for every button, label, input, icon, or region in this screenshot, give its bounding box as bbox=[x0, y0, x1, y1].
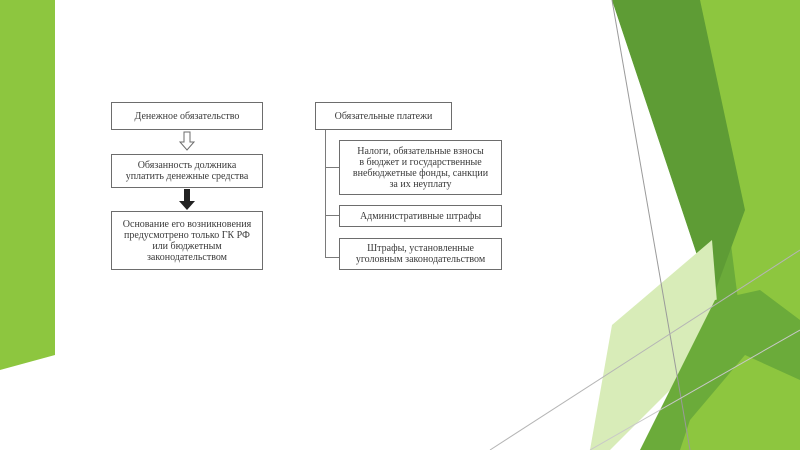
connector-vertical bbox=[325, 130, 326, 258]
criminal-fines-box: Штрафы, установленные уголовным законодательством bbox=[339, 238, 502, 270]
monetary-obligation-box: Денежное обязательство bbox=[111, 102, 263, 130]
connector-taxes bbox=[325, 167, 339, 168]
basis-box: Основание его возникновения предусмотрено только ГК РФ или бюджетным законодательством bbox=[111, 211, 263, 270]
debtor-duty-box: Обязанность должника уплатить денежные средства bbox=[111, 154, 263, 188]
admin-fines-box: Административные штрафы bbox=[339, 205, 502, 227]
connector-criminal-fines bbox=[325, 257, 339, 258]
mandatory-payments-box: Обязательные платежи bbox=[315, 102, 452, 130]
taxes-box: Налоги, обязательные взносы в бюджет и государственные внебюджетные фонды, санкции за их неуплату bbox=[339, 140, 502, 195]
connector-admin-fines bbox=[325, 215, 339, 216]
left-green-strip bbox=[0, 0, 55, 370]
hollow-arrow bbox=[180, 132, 194, 150]
solid-arrow bbox=[179, 189, 195, 210]
